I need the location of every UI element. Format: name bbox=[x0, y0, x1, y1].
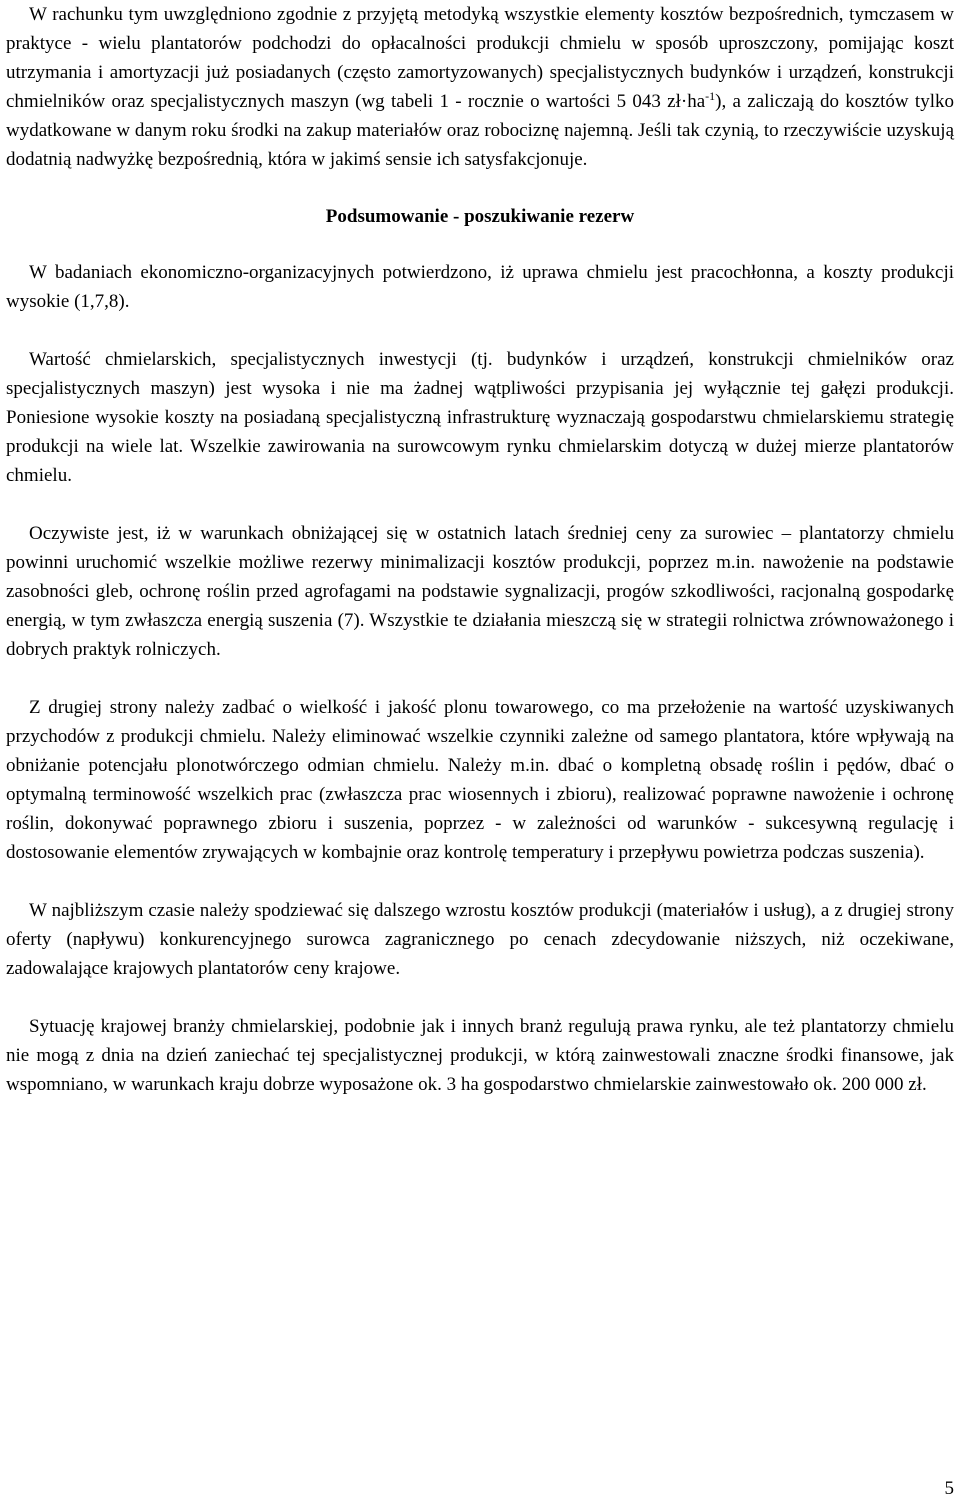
document-page bbox=[6, 0, 954, 1099]
paragraph-text: ), a zaliczają do kosztów tylko wydatkowane w danym roku środki na zakup materiałów oraz robociznę najemną. Jeśli tak czynią, to rzeczywiście uzyskują dodatnią nadwyżkę bezpośrednią, która w jakimś sensie ich satysfakcjonuje. bbox=[6, 91, 954, 170]
superscript: -1 bbox=[705, 89, 716, 103]
paragraph-labor-intensity: W badaniach ekonomiczno-organizacyjnych potwierdzono, iż uprawa chmielu jest pracochłonna, a koszty produkcji wysokie (1,7,8). bbox=[6, 262, 954, 312]
page-number: 5 bbox=[944, 1478, 954, 1499]
paragraph-cost-accounting bbox=[6, 0, 954, 174]
paragraph-reserves: Oczywiste jest, iż w warunkach obniżającej się w ostatnich latach średniej ceny za surowiec – plantatorzy chmielu powinni uruchomić wszelkie możliwe rezerwy minimalizacji kosztów produkcji, poprzez m.in. nawożenie na podstawie zasobności gleb, ochronę roślin przed agrofagami na podstawie sygnalizacji, progów szkodliwości, racjonalną gospodarkę energią, w tym zwłaszcza energią suszenia (7). Wszystkie te działania mieszczą się w strategii rolnictwa zrównoważonego i dobrych praktyk rolniczych. bbox=[6, 523, 954, 660]
paragraph-text: W rachunku tym uwzględniono zgodnie z przyjętą metodyką wszystkie elementy kosztów bezpośrednich, tymczasem w praktyce - wielu plantatorów podchodzi do opłacalności produkcji chmielu w sposób uproszczony, pomijając koszt utrzymania i amortyzacji już posiadanych (często zamortyzowanych) specjalistycznych budynków i urządzeń, konstrukcji chmielników oraz specjalistycznych maszyn (wg tabeli 1 - rocznie o wartości 5 043 zł·ha bbox=[6, 4, 954, 112]
paragraph-yield-quality: Z drugiej strony należy zadbać o wielkość i jakość plonu towarowego, co ma przełożenie na wartość uzyskiwanych przychodów z produkcji chmielu. Należy eliminować wszelkie czynniki zależne od samego plantatora, które wpływają na obniżanie potencjału plonotwórczego odmian chmielu. Należy m.in. dbać o kompletną obsadę roślin i pędów, dbać o optymalną terminowość wszelkich prac (zwłaszcza prac wiosennych i zbioru), realizować poprawne nawożenie i ochronę roślin, dokonywać poprawnego zbioru i suszenia, poprzez - w zależności od warunków - sukcesywną regulację i dostosowanie elementów zrywających w kombajnie oraz kontrolę temperatury i przepływu powietrza podczas suszenia). bbox=[6, 697, 954, 863]
paragraph-cost-growth: W najbliższym czasie należy spodziewać się dalszego wzrostu kosztów produkcji (materiałów i usług), a z drugiej strony oferty (napływu) konkurencyjnego surowca zagranicznego po cenach zdecydowanie niższych, niż oczekiwane, zadowalające krajowych plantatorów ceny krajowe. bbox=[6, 900, 954, 979]
paragraph-investment-value: Wartość chmielarskich, specjalistycznych inwestycji (tj. budynków i urządzeń, konstrukcji chmielników oraz specjalistycznych maszyn) jest wysoka i nie ma żadnej wątpliwości przypisania jej wyłącznie tej gałęzi produkcji. Poniesione wysokie koszty na posiadaną specjalistyczną infrastrukturę wyznaczają gospodarstwu chmielarskiemu strategię produkcji na wiele lat. Wszelkie zawirowania na surowcowym rynku chmielarskim dotyczą w dużej mierze plantatorów chmielu. bbox=[6, 349, 954, 486]
paragraph-market-situation: Sytuację krajowej branży chmielarskiej, podobnie jak i innych branż regulują prawa rynku, ale też plantatorzy chmielu nie mogą z dnia na dzień zaniechać tej specjalistycznej produkcji, w którą zainwestowali znaczne środki finansowe, jak wspomniano, w warunkach kraju dobrze wyposażone ok. 3 ha gospodarstwo chmielarskie zainwestowało ok. 200 000 zł. bbox=[6, 1016, 954, 1095]
section-heading: Podsumowanie - poszukiwanie rezerw bbox=[325, 206, 635, 227]
